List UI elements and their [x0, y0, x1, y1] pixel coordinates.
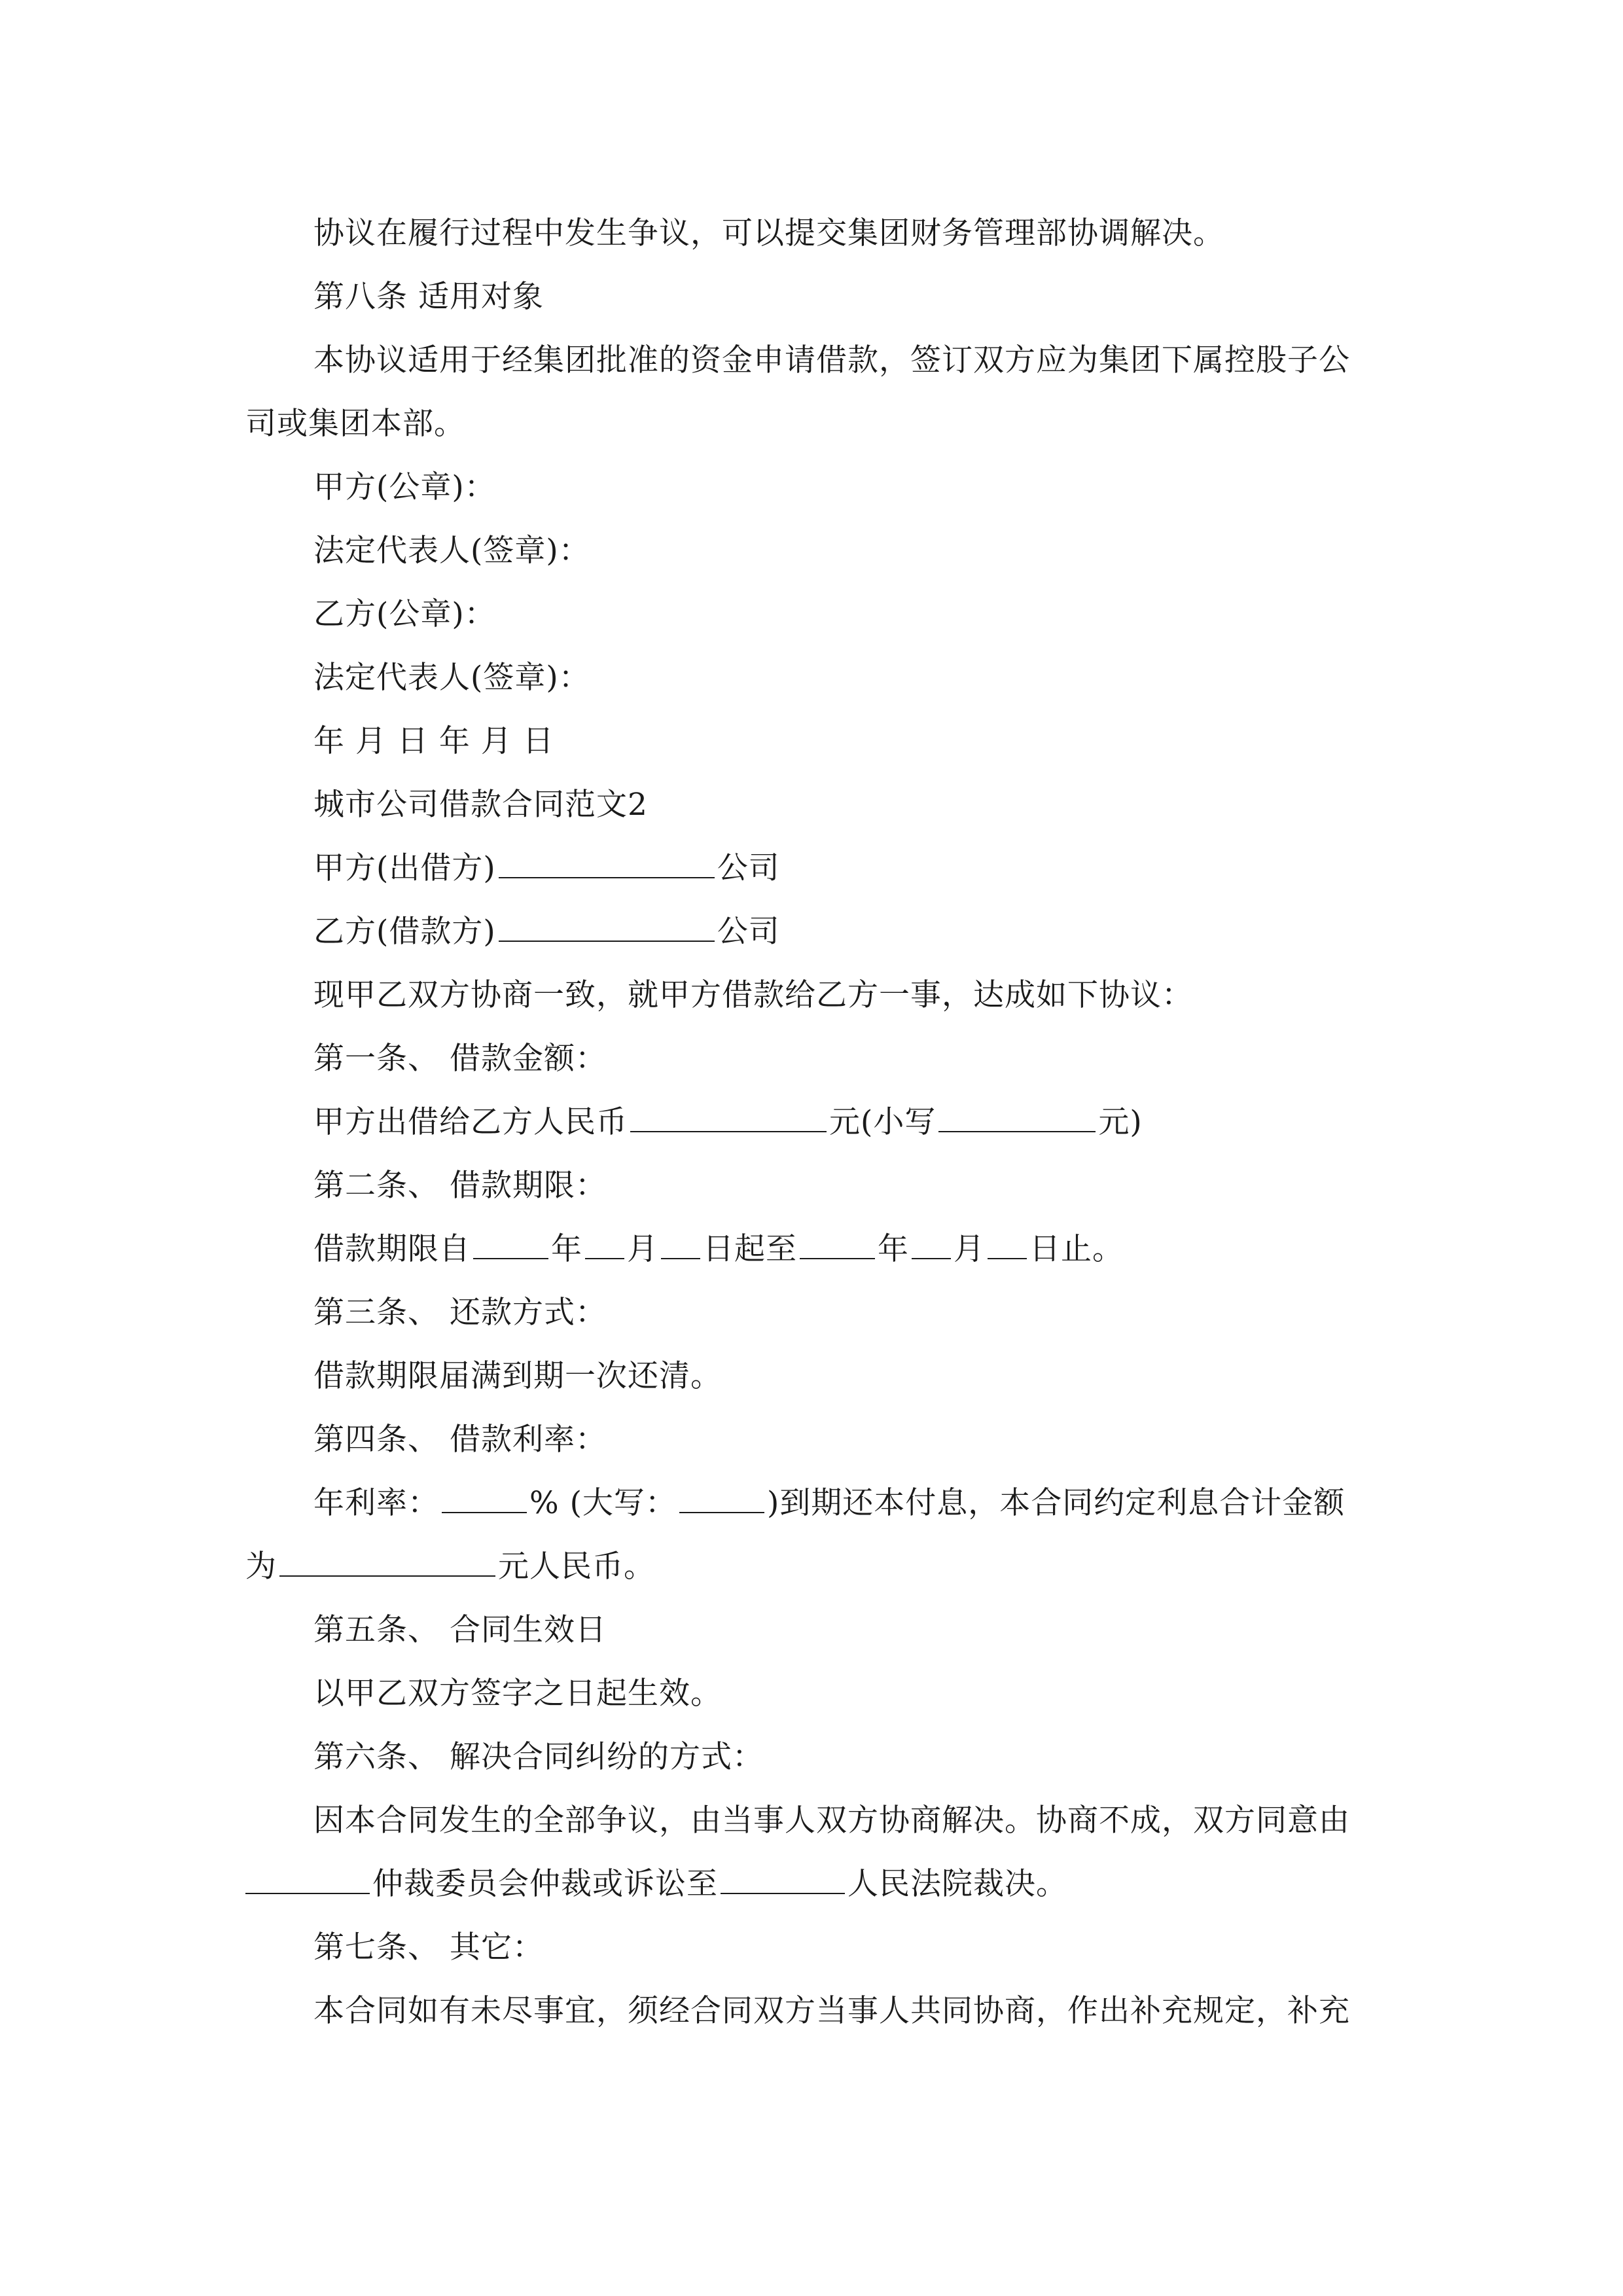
arbitration-text: 仲裁委员会仲裁或诉讼至	[372, 1866, 718, 1902]
interest-total-line	[245, 1535, 1378, 1598]
article-heading: 第八条 适用对象	[313, 279, 544, 315]
document-body	[245, 202, 1378, 2043]
borrower-blank	[499, 904, 715, 942]
year-blank	[473, 1221, 548, 1259]
day-to-label: 日止。	[1029, 1231, 1124, 1267]
date-line: 年 月 日 年 月 日	[313, 723, 554, 759]
lender-suffix: 公司	[717, 850, 780, 886]
amount-lowercase-blank	[938, 1094, 1096, 1132]
year-label: 年	[551, 1231, 582, 1267]
party-a-seal-line: 甲方(公章)：	[313, 469, 496, 505]
contract-title: 城市公司借款合同范文2	[313, 787, 648, 823]
article-heading: 第一条、 借款金额：	[313, 1041, 607, 1077]
rate-uppercase-blank	[679, 1475, 764, 1513]
rate-blank	[442, 1475, 527, 1513]
day-blank	[988, 1221, 1027, 1259]
party-b-representative-line: 法定代表人(签章)：	[313, 660, 590, 696]
amount-lowercase-label: 元(小写	[829, 1104, 936, 1140]
amount-unit: 元)	[1098, 1104, 1143, 1140]
month-label: 月	[954, 1231, 985, 1267]
year-label: 年	[878, 1231, 909, 1267]
borrower-label: 乙方(借款方)	[313, 914, 496, 950]
paragraph-continuation: 司或集团本部。	[245, 406, 465, 442]
interest-rate-line	[245, 1471, 1378, 1535]
party-b-seal-line: 乙方(公章)：	[313, 596, 496, 632]
article-heading: 第六条、 解决合同纠纷的方式：	[313, 1739, 764, 1775]
month-blank	[585, 1221, 624, 1259]
interest-rate-text: )到期还本付息，本合同约定利息合计金额	[766, 1485, 1346, 1521]
court-blank	[721, 1856, 845, 1894]
paragraph: 以甲乙双方签字之日起生效。	[313, 1676, 722, 1712]
lender-line	[245, 836, 1378, 900]
day-blank	[661, 1221, 700, 1259]
rate-uppercase-label: % (大写：	[529, 1485, 677, 1521]
borrower-line	[245, 900, 1378, 963]
paragraph: 本协议适用于经集团批准的资金申请借款，签订双方应为集团下属控股子公	[313, 342, 1350, 378]
interest-total-suffix: 元人民币。	[498, 1549, 655, 1585]
paragraph: 因本合同发生的全部争议，由当事人双方协商解决。协商不成，双方同意由	[313, 1803, 1350, 1839]
paragraph: 借款期限届满到期一次还清。	[313, 1358, 722, 1394]
interest-total-prefix: 为	[245, 1549, 277, 1585]
article-heading: 第二条、 借款期限：	[313, 1168, 607, 1204]
lender-label: 甲方(出借方)	[313, 850, 496, 886]
loan-period-text: 借款期限自	[313, 1231, 471, 1267]
month-blank	[912, 1221, 951, 1259]
loan-amount-line	[245, 1090, 1378, 1154]
paragraph: 现甲乙双方协商一致，就甲方借款给乙方一事，达成如下协议：	[313, 977, 1193, 1013]
loan-period-line	[245, 1217, 1378, 1281]
article-heading: 第五条、 合同生效日	[313, 1612, 607, 1648]
court-text: 人民法院裁决。	[847, 1866, 1067, 1902]
interest-total-blank	[279, 1539, 495, 1577]
article-heading: 第三条、 还款方式：	[313, 1295, 607, 1331]
month-label: 月	[627, 1231, 658, 1267]
paragraph: 协议在履行过程中发生争议，可以提交集团财务管理部协调解决。	[313, 215, 1224, 251]
lender-blank	[499, 840, 715, 878]
interest-rate-label: 年利率：	[313, 1485, 439, 1521]
paragraph: 本合同如有未尽事宜，须经合同双方当事人共同协商，作出补充规定，补充	[313, 1993, 1350, 2029]
article-heading: 第四条、 借款利率：	[313, 1422, 607, 1458]
arbitration-blank	[245, 1856, 370, 1894]
day-from-label: 日起至	[703, 1231, 797, 1267]
article-heading: 第七条、 其它：	[313, 1929, 544, 1965]
year-blank	[800, 1221, 875, 1259]
party-a-representative-line: 法定代表人(签章)：	[313, 533, 590, 569]
borrower-suffix: 公司	[717, 914, 780, 950]
arbitration-line	[245, 1852, 1378, 1916]
loan-amount-text: 甲方出借给乙方人民币	[313, 1104, 628, 1140]
amount-blank	[630, 1094, 827, 1132]
